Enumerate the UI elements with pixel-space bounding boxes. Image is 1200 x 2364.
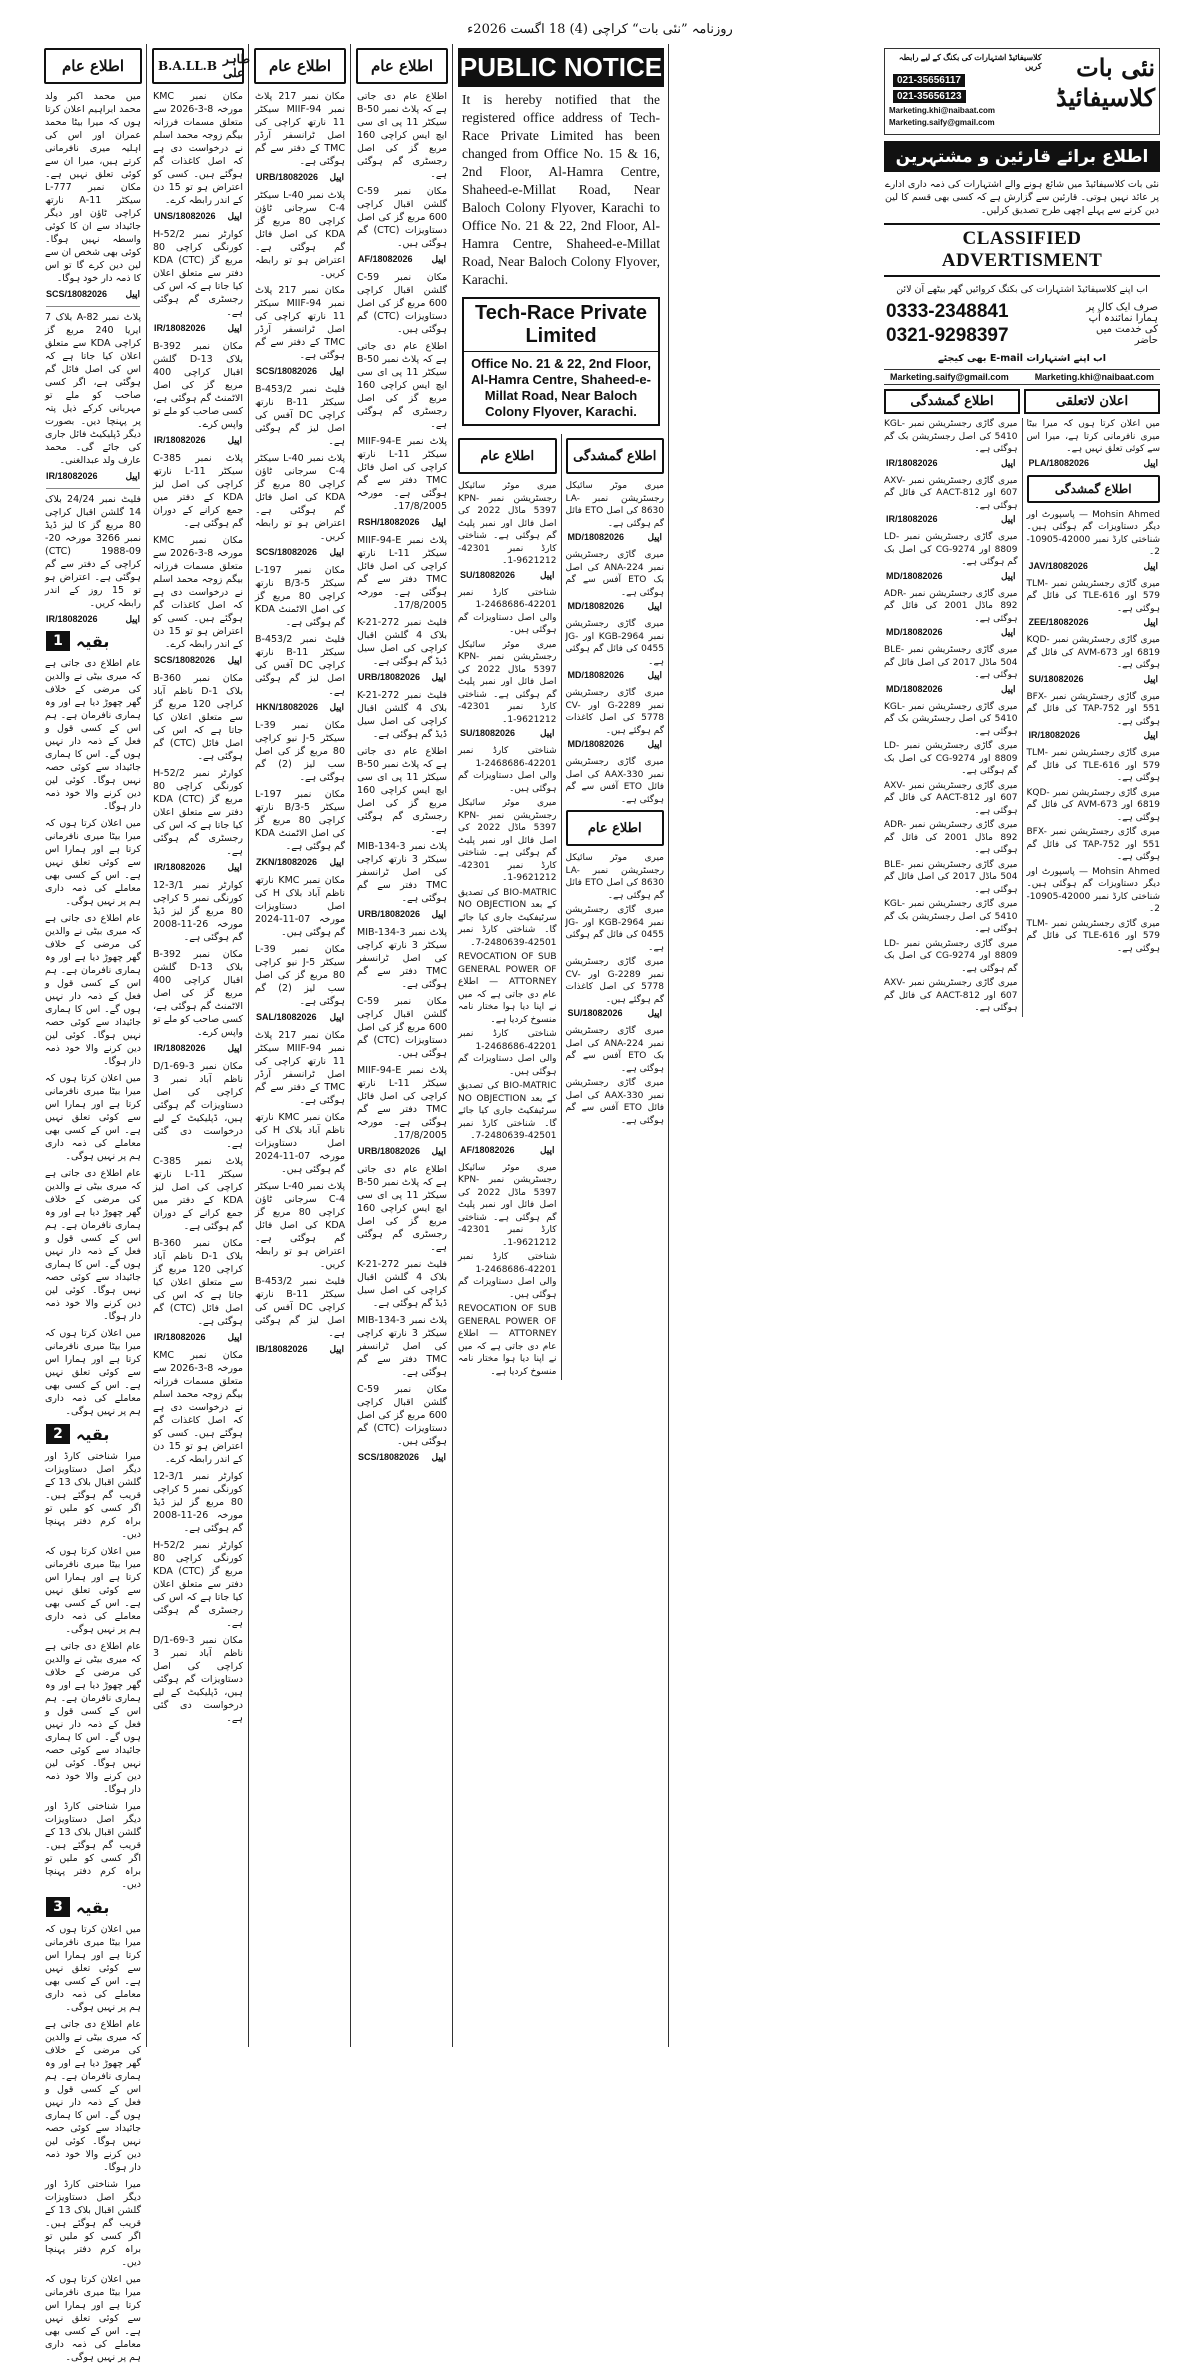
notice-text: پلاٹ نمبر MIB-134-3 سیکٹر 3 نارتھ کراچی کی اصل ٹرانسفر TMC دفتر سے گم ہوگئی ہے۔ مکان نمبر C-59 گلشن اقبال کراچی 600 مربع گز کی اصل دستاویزات (CTC) گم ہوگئی ہیں۔ پلاٹ نمبر MIIF-94-E سیکٹر 11-L نارتھ کراچی کی اصل فائل TMC دفتر سے گم ہوگئی ہے۔ مورخہ 17/8/2005۔ xyxy=(357,927,448,1141)
column-1 xyxy=(40,44,147,2363)
column-2 xyxy=(148,44,249,2047)
notice-text: میں اعلان کرتا ہوں کہ میرا بیٹا میری نافرمانی کرتا ہے اور ہمارا اس سے کوئی تعلق نہیں ہے۔ اس کے کسی بھی معاملے کی ذمہ داری ہم پر نہیں ہوگی۔ عام اطلاع دی جاتی ہے کہ میری بیٹی نے والدین کی مرضی کے خلاف گھر چھوڑ دیا ہے اور وہ ہماری نافرمان ہے۔ ہم اس کے کسی قول و فعل کے ذمہ دار نہیں ہوں گے۔ اس کا ہماری جائیداد سے کوئی حصہ نہیں ہوگا۔ کوئی لین دین کرنے والا خود ذمہ دار ہوگا۔ میرا شناختی کارڈ اور دیگر اصل دستاویزات گلشن اقبال بلاک 13 کے قریب گم ہوگئے ہیں۔ اگر کسی کو ملیں تو براہ کرم دفتر پہنچا دیں۔ میں اعلان کرتا ہوں کہ میرا بیٹا میری نافرمانی کرتا ہے اور ہمارا اس سے کوئی تعلق نہیں ہے۔ اس کے کسی بھی معاملے کی ذمہ داری ہم پر نہیں ہوگی۔ xyxy=(45,1924,142,2363)
notice-ref: SCS/18082026 اپیل xyxy=(256,547,344,557)
notice-text: میری گاڑی رجسٹریشن نمبر AXV-607 اور AACT-812 کی فائل گم ہوگئی ہے۔ xyxy=(884,475,1018,511)
notice-text: میری گاڑی رجسٹریشن نمبر KGL-5410 کی اصل رجسٹریشن بک گم ہوگئی ہے۔ xyxy=(884,419,1018,454)
section-heading: اطلاع گمشدگی xyxy=(1027,475,1161,503)
notice-text: میری گاڑی رجسٹریشن نمبر BLE-504 ماڈل 2017 کی اصل فائل گم ہوگئی ہے۔ xyxy=(884,859,1018,895)
company-box xyxy=(462,297,660,426)
notice-ref: RSH/18082026 اپیل xyxy=(358,517,446,527)
notice-text: مکان نمبر L-39 سیکٹر 5-J نیو کراچی 80 مربع گز کی اصل سب لیز (2) گم ہوگئی ہے۔ مکان نمبر L-197 سیکٹر 5-B/3 نارتھ کراچی 80 مربع گز کی اصل الاٹمنٹ KDA گم ہوگئی ہے۔ xyxy=(255,720,346,852)
email-row xyxy=(884,369,1160,385)
notice-text: REVOCATION OF SUB GENERAL POWER OF ATTORNEY — اطلاع عام دی جاتی ہے کہ میں نے اپنا دیا ہوا مختار نامہ منسوخ کردیا ہے۔ xyxy=(458,952,557,1025)
notice-text: میری گاڑی رجسٹریشن نمبر LD-8809 اور CG-9274 کی اصل بک گم ہوگئی ہے۔ xyxy=(884,938,1018,974)
notice-text: میں محمد اکبر ولد محمد ابراہیم اعلان کرتا ہوں کہ میرا بیٹا محمد عمران اور اس کی اہلیہ میری نافرمانی کرتے ہیں، میرا ان سے کوئی تعلق نہیں ہے۔ مکان نمبر L-777 سیکٹر 11-A نارتھ کراچی ٹاؤن اور دیگر جائیداد سے ان کا کوئی واسطہ نہیں ہوگا۔ کوئی بھی شخص ان سے لین دین کرے گا تو اس کا ذمہ دار خود ہوگا۔ xyxy=(45,91,141,284)
notice-text: پلاٹ نمبر MIIF-94-E سیکٹر 11-L نارتھ کراچی کی اصل فائل TMC دفتر سے گم ہوگئی ہے۔ مورخہ 17/8/2005۔ فلیٹ نمبر 272-K-21 بلاک 4 گلشن اقبال کراچی کی اصل سیل ڈیڈ گم ہوگئی ہے۔ xyxy=(357,535,448,667)
section-heading: اطلاع عام xyxy=(458,438,557,474)
notice-text: عام اطلاع دی جاتی ہے کہ میری بیٹی نے والدین کی مرضی کے خلاف گھر چھوڑ دیا ہے اور وہ ہماری نافرمان ہے۔ ہم اس کے کسی قول و فعل کے ذمہ دار نہیں ہوں گے۔ اس کا ہماری جائیداد سے کوئی حصہ نہیں ہوگا۔ کوئی لین دین کرنے والا خود ذمہ دار ہوگا۔ میں اعلان کرتا ہوں کہ میرا بیٹا میری نافرمانی کرتا ہے اور ہمارا اس سے کوئی تعلق نہیں ہے۔ اس کے کسی بھی معاملے کی ذمہ داری ہم پر نہیں ہوگی۔ عام اطلاع دی جاتی ہے کہ میری بیٹی نے والدین کی مرضی کے خلاف گھر چھوڑ دیا ہے اور وہ ہماری نافرمان ہے۔ ہم اس کے کسی قول و فعل کے ذمہ دار نہیں ہوں گے۔ اس کا ہماری جائیداد سے کوئی حصہ نہیں ہوگا۔ کوئی لین دین کرنے والا خود ذمہ دار ہوگا۔ میں اعلان کرتا ہوں کہ میرا بیٹا میری نافرمانی کرتا ہے اور ہمارا اس سے کوئی تعلق نہیں ہے۔ اس کے کسی بھی معاملے کی ذمہ داری ہم پر نہیں ہوگی۔ عام اطلاع دی جاتی ہے کہ میری بیٹی نے والدین کی مرضی کے خلاف گھر چھوڑ دیا ہے اور وہ ہماری نافرمان ہے۔ ہم اس کے کسی قول و فعل کے ذمہ دار نہیں ہوں گے۔ اس کا ہماری جائیداد سے کوئی حصہ نہیں ہوگا۔ کوئی لین دین کرنے والا خود ذمہ دار ہوگا۔ میں اعلان کرتا ہوں کہ میرا بیٹا میری نافرمانی کرتا ہے اور ہمارا اس سے کوئی تعلق نہیں ہے۔ اس کے کسی بھی معاملے کی ذمہ داری ہم پر نہیں ہوگی۔ xyxy=(45,658,141,1417)
notice-ref: PLA/18082026 اپیل xyxy=(1028,457,1158,468)
notice-ref: IR/18082026 اپیل xyxy=(154,323,242,333)
notice-ref: IR/18082026 اپیل xyxy=(46,614,140,624)
contact-label: صرف ایک کال پر ہمارا نمائندہ آپ کی خدمت میں حاضر xyxy=(1086,302,1158,346)
notice-text: مکان نمبر KMC مورخہ 8-3-2026 سے متعلق مسمات فرزانہ بیگم زوجہ محمد اسلم نے درخواست دی ہے کہ اصل کاغذات گم ہوگئے ہیں۔ کسی کو اعتراض ہو تو 15 دن کے اندر رابطہ کرے۔ کوارٹر نمبر 3/1-12 کورنگی نمبر 5 کراچی 80 مربع گز لیز ڈیڈ مورخہ 26-11-2008 گم ہوگئی ہے۔ کوارٹر نمبر H-52/2 کورنگی کراچی 80 مربع گز KDA (CTC) دفتر سے متعلق اعلان کیا جاتا ہے کہ اس کی رجسٹری گم ہوگئی ہے۔ مکان نمبر 3-D/1-69 ناظم آباد نمبر 3 کراچی کی اصل دستاویزات گم ہوگئی ہیں، ڈپلیکیٹ کے لیے درخواست دی گئی ہے۔ xyxy=(153,1350,243,1724)
notice-text: میری گاڑی رجسٹریشن نمبر KQD-6819 اور AVM-673 کی فائل گم ہوگئی ہے۔ xyxy=(1026,635,1160,670)
notice-text: میری گاڑی رجسٹریشن نمبر AAX-330 کی اصل فائل ETO آفس سے گم ہوگئی ہے۔ xyxy=(565,1078,664,1126)
notice-text: مکان نمبر 217 پلاٹ نمبر MIIF-94 سیکٹر 11 نارتھ کراچی کی اصل ٹرانسفر آرڈر TMC کے دفتر سے گم ہوگئی ہے۔ xyxy=(255,91,345,167)
column-7 xyxy=(880,418,1023,1017)
notice-ref: SCS/18082026 اپیل xyxy=(358,1452,446,1462)
notice-ref: MD/18082026 اپیل xyxy=(886,627,1016,637)
continued-box-3: 3 بقیہ xyxy=(46,1897,140,1917)
notice-text: فلیٹ نمبر 24/24 بلاک 14 گلشن اقبال کراچی 80 مربع گز کا لیز ڈیڈ نمبر 3266 مورخہ 20-09-1988 (CTC) کراچی کے دفتر سے گم ہوگئی ہے۔ اعتراض ہو تو 15 روز کے اندر رابطہ کریں۔ xyxy=(45,494,142,609)
booking-phones: کلاسیفائیڈ اشتہارات کی بکنگ کے لیے رابطہ کریں 021-35656117 021-35656123 Marketing.khi@naibaat.com Marketing.saify@gmail.com xyxy=(889,53,1042,127)
notice-ref: AF/18082026 اپیل xyxy=(460,1144,555,1155)
notice-text: میری گاڑی رجسٹریشن نمبر ADR-892 ماڈل 2001 کی فائل گم ہوگئی ہے۔ xyxy=(884,588,1018,624)
notice-text: اطلاع عام دی جاتی ہے کہ پلاٹ نمبر 50-B سیکٹر 11 پی ای سی ایچ ایس کراچی 160 مربع گز کی اصل رجسٹری گم ہوگئی ہے۔ فلیٹ نمبر 272-K-21 بلاک 4 گلشن اقبال کراچی کی اصل سیل ڈیڈ گم ہوگئی ہے۔ پلاٹ نمبر MIB-134-3 سیکٹر 3 نارتھ کراچی کی اصل ٹرانسفر TMC دفتر سے گم ہوگئی ہے۔ مکان نمبر C-59 گلشن اقبال کراچی 600 مربع گز کی اصل دستاویزات (CTC) گم ہوگئی ہیں۔ xyxy=(357,1164,448,1447)
classified-heading: CLASSIFIED ADVERTISMENT xyxy=(884,223,1160,277)
notice-ref: SU/18082026 اپیل xyxy=(1028,673,1158,684)
notice-text: REVOCATION OF SUB GENERAL POWER OF ATTORNEY — اطلاع عام دی جاتی ہے کہ میں نے اپنا دیا ہوا مختار نامہ منسوخ کردیا ہے۔ xyxy=(458,1304,557,1377)
column-8 xyxy=(1023,418,1165,1017)
notice-ref: MD/18082026 اپیل xyxy=(567,532,662,542)
column-3 xyxy=(250,44,351,2047)
notice-banner: اطلاع برائے قارئین و مشتہرین xyxy=(884,141,1160,172)
classified-logo: نئی بات کلاسیفائیڈ xyxy=(1055,53,1155,112)
notice-text: میری گاڑی رجسٹریشن نمبر KGL-5410 کی اصل رجسٹریشن بک گم ہوگئی ہے۔ xyxy=(884,899,1018,934)
public-notice-title: PUBLIC NOTICE xyxy=(458,48,664,87)
notice-ref: IR/18082026 اپیل xyxy=(154,862,242,872)
notice-text: پلاٹ نمبر C-385 سیکٹر 11-L نارتھ کراچی کی اصل لیز KDA کے دفتر میں جمع کرانے کے دوران گم ہوگئی ہے۔ مکان نمبر KMC مورخہ 8-3-2026 سے متعلق مسمات فرزانہ بیگم زوجہ محمد اسلم نے درخواست دی ہے کہ اصل کاغذات گم ہوگئے ہیں۔ کسی کو اعتراض ہو تو 15 دن کے اندر رابطہ کرے۔ xyxy=(153,453,244,650)
company-address: Office No. 21 & 22, 2nd Floor, Al-Hamra Centre, Shaheed-e-Millat Road, Near Baloch Colony Flyover, Karachi. xyxy=(471,356,651,419)
contact-phone-1[interactable]: 0333-2348841 xyxy=(886,301,1009,322)
notice-text: میری گاڑی رجسٹریشن نمبر BFX-551 اور TAP-752 کی فائل گم ہوگئی ہے۔ xyxy=(1026,691,1160,727)
notice-ref: IB/18082026 اپیل xyxy=(256,1344,344,1354)
classified-intro: نئی بات کلاسیفائیڈ میں شائع ہونے والے اشتہارات کی ذمہ داری ادارے پر عائد نہیں ہوتی۔ قارئین سے گزارش ہے کہ کسی بھی قسم کا لین دین کرنے سے پہلے اچھی طرح تصدیق کرلیں۔ xyxy=(885,179,1159,216)
notice-text: میری گاڑی رجسٹریشن نمبر AXV-607 اور AACT-812 کی فائل گم ہوگئی ہے۔ xyxy=(884,780,1018,816)
section-heading: اطلاع عام xyxy=(356,48,448,84)
phone-1[interactable]: 021-35656117 xyxy=(893,74,965,87)
notice-text: شناختی کارڈ نمبر 42201-2468686-1 والی اصل دستاویزات گم ہوگئی ہیں۔ xyxy=(458,746,557,794)
notice-ref: ZKN/18082026 اپیل xyxy=(256,857,344,867)
notice-text: مکان نمبر B-392 بلاک 13-D گلشن اقبال کراچی 400 مربع گز کی اصل الاٹمنٹ گم ہوگئی ہے، کسی صاحب کو ملے تو واپس کرے۔ xyxy=(153,341,243,430)
classified-section xyxy=(880,44,1164,2047)
notice-ref: SAL/18082026 اپیل xyxy=(256,1012,344,1022)
notice-text: میری گاڑی رجسٹریشن نمبر BFX-551 اور TAP-752 کی فائل گم ہوگئی ہے۔ xyxy=(1026,827,1160,862)
disown-heading: اعلان لاتعلقی xyxy=(1024,389,1160,414)
notice-ref: SCS/18082026 اپیل xyxy=(154,655,242,665)
classified-subintro: اب اپنے کلاسیفائیڈ اشتہارات کی بکنگ کروائیں گھر بیٹھے آن لائن xyxy=(896,284,1148,295)
notice-text: میری گاڑی رجسٹریشن نمبر TLM-579 اور TLE-616 کی فائل گم ہوگئی ہے۔ xyxy=(1026,748,1160,783)
notice-ref: JAV/18082026 اپیل xyxy=(1028,560,1158,571)
notice-text: میری گاڑی رجسٹریشن نمبر KGL-5410 کی اصل رجسٹریشن بک گم ہوگئی ہے۔ xyxy=(884,701,1018,737)
notice-ref: IR/18082026 اپیل xyxy=(1028,730,1158,740)
classified-header xyxy=(884,48,1160,135)
notice-text: میرا شناختی کارڈ اور دیگر اصل دستاویزات گلشن اقبال بلاک 13 کے قریب گم ہوگئے ہیں۔ اگر کسی کو ملیں تو براہ کرم دفتر پہنچا دیں۔ میں اعلان کرتا ہوں کہ میرا بیٹا میری نافرمانی کرتا ہے اور ہمارا اس سے کوئی تعلق نہیں ہے۔ اس کے کسی بھی معاملے کی ذمہ داری ہم پر نہیں ہوگی۔ عام اطلاع دی جاتی ہے کہ میری بیٹی نے والدین کی مرضی کے خلاف گھر چھوڑ دیا ہے اور وہ ہماری نافرمان ہے۔ ہم اس کے کسی قول و فعل کے ذمہ دار نہیں ہوں گے۔ اس کا ہماری جائیداد سے کوئی حصہ نہیں ہوگا۔ کوئی لین دین کرنے والا خود ذمہ دار ہوگا۔ میرا شناختی کارڈ اور دیگر اصل دستاویزات گلشن اقبال بلاک 13 کے قریب گم ہوگئے ہیں۔ اگر کسی کو ملیں تو براہ کرم دفتر پہنچا دیں۔ xyxy=(45,1451,142,1890)
lawyer-heading: B.A.LL.B طاہر علی xyxy=(152,48,244,84)
section-heading: اطلاع عام xyxy=(566,810,665,846)
notice-text: BIO-MATRIC کی تصدیق کے بعد NO OBJECTION سرٹیفکیٹ جاری کیا جائے گا۔ شناختی کارڈ نمبر 42501-2480639-7۔ xyxy=(458,887,557,948)
notice-ref: URB/18082026 اپیل xyxy=(358,909,446,919)
phone-2[interactable]: 021-35656123 xyxy=(893,90,966,103)
notice-ref: IR/18082026 اپیل xyxy=(154,1332,242,1342)
column-public-notice xyxy=(454,44,669,2047)
notice-text: مکان نمبر KMC مورخہ 8-3-2026 سے متعلق مسمات فرزانہ بیگم زوجہ محمد اسلم نے درخواست دی ہے کہ اصل کاغذات گم ہوگئے ہیں۔ کسی کو اعتراض ہو تو 15 دن کے اندر رابطہ کرے۔ xyxy=(153,91,243,206)
notice-ref: ZEE/18082026 اپیل xyxy=(1028,617,1158,627)
notice-text: میری گاڑی رجسٹریشن نمبر LD-8809 اور CG-9274 کی اصل بک گم ہوگئی ہے۔ xyxy=(884,532,1018,567)
notice-ref: IR/18082026 اپیل xyxy=(154,435,242,445)
notice-text: کوارٹر نمبر H-52/2 کورنگی کراچی 80 مربع گز KDA (CTC) دفتر سے متعلق اعلان کیا جاتا ہے کہ اس کی رجسٹری گم ہوگئی ہے۔ xyxy=(153,229,243,318)
section-heading: اطلاع گمشدگی xyxy=(566,438,665,474)
notice-text: میری موٹر سائیکل رجسٹریشن نمبر LA-8630 کی اصل ETO فائل گم ہوگئی ہے۔ xyxy=(565,853,664,901)
notice-text: میری گاڑی رجسٹریشن نمبر TLM-579 اور TLE-616 کی فائل گم ہوگئی ہے۔ xyxy=(1026,578,1160,614)
notice-ref: SU/18082026 اپیل xyxy=(567,1008,662,1018)
contact-phone-2[interactable]: 0321-9298397 xyxy=(886,325,1009,346)
notice-ref: URB/18082026 اپیل xyxy=(358,1146,446,1156)
notice-text: مکان نمبر 3-D/1-69 ناظم آباد نمبر 3 کراچی کی اصل دستاویزات گم ہوگئی ہیں، ڈپلیکیٹ کے لیے درخواست دی گئی ہے۔ پلاٹ نمبر C-385 سیکٹر 11-L نارتھ کراچی کی اصل لیز KDA کے دفتر میں جمع کرانے کے دوران گم ہوگئی ہے۔ مکان نمبر B-360 بلاک 1-D ناظم آباد کراچی 120 مربع گز سے متعلق اعلان کیا جاتا ہے کہ اس کی اصل فائل (CTC) گم ہوگئی ہے۔ xyxy=(153,1061,244,1327)
continued-box-2: 2 بقیہ xyxy=(46,1424,140,1444)
notice-text: Mohsin Ahmed — پاسپورٹ اور دیگر دستاویزات گم ہوگئی ہیں۔ شناختی کارڈ نمبر 42000-10905-2۔ xyxy=(1026,509,1161,557)
notice-text: Mohsin Ahmed — پاسپورٹ اور دیگر دستاویزات گم ہوگئی ہیں۔ شناختی کارڈ نمبر 42000-10905-2۔ xyxy=(1026,866,1161,914)
notice-text: مکان نمبر 217 پلاٹ نمبر MIIF-94 سیکٹر 11 نارتھ کراچی کی اصل ٹرانسفر آرڈر TMC کے دفتر سے گم ہوگئی ہے۔ مکان نمبر KMC نارتھ ناظم آباد بلاک H کی اصل دستاویزات مورخہ 07-11-2024 گم ہوگئی ہیں۔ پلاٹ نمبر L-40 سیکٹر C-4 سرجانی ٹاؤن کراچی 80 مربع گز KDA کی اصل فائل گم ہوگئی ہے۔ اعتراض ہو تو رابطہ کریں۔ فلیٹ نمبر B-453/2 سیکٹر 11-B نارتھ کراچی DC آفس کی اصل لیز گم ہوگئی ہے۔ xyxy=(255,1030,346,1339)
notice-ref: SU/18082026 اپیل xyxy=(460,728,555,738)
notice-text: میری گاڑی رجسٹریشن نمبر G-2289 اور CV-5778 کی اصل کاغذات گم ہوگئے ہیں۔ xyxy=(565,957,664,1005)
notice-text: میری گاڑی رجسٹریشن نمبر BLE-504 ماڈل 2017 کی اصل فائل گم ہوگئی ہے۔ xyxy=(884,645,1018,680)
notice-text: پلاٹ نمبر L-40 سیکٹر C-4 سرجانی ٹاؤن کراچی 80 مربع گز KDA کی اصل فائل گم ہوگئی ہے۔ اعتراض ہو تو رابطہ کریں۔ مکان نمبر 217 پلاٹ نمبر MIIF-94 سیکٹر 11 نارتھ کراچی کی اصل ٹرانسفر آرڈر TMC کے دفتر سے گم ہوگئی ہے۔ xyxy=(255,190,346,361)
notice-text: مکان نمبر C-59 گلشن اقبال کراچی 600 مربع گز کی اصل دستاویزات (CTC) گم ہوگئی ہیں۔ اطلاع عام دی جاتی ہے کہ پلاٹ نمبر 50-B سیکٹر 11 پی ای سی ایچ ایس کراچی 160 مربع گز کی اصل رجسٹری گم ہوگئی ہے۔ پلاٹ نمبر MIIF-94-E سیکٹر 11-L نارتھ کراچی کی اصل فائل TMC دفتر سے گم ہوگئی ہے۔ مورخہ 17/8/2005۔ xyxy=(357,272,448,512)
company-name: Tech-Race Private Limited xyxy=(464,299,658,352)
notice-text: فلیٹ نمبر B-453/2 سیکٹر 11-B نارتھ کراچی DC آفس کی اصل لیز گم ہوگئی ہے۔ پلاٹ نمبر L-40 سیکٹر C-4 سرجانی ٹاؤن کراچی 80 مربع گز KDA کی اصل فائل گم ہوگئی ہے۔ اعتراض ہو تو رابطہ کریں۔ xyxy=(255,384,346,542)
column-5 xyxy=(454,434,562,1380)
notice-text: شناختی کارڈ نمبر 42201-2468686-1 والی اصل دستاویزات گم ہوگئی ہیں۔ xyxy=(458,1029,557,1077)
email-2[interactable]: Marketing.khi@naibaat.com xyxy=(1034,372,1154,382)
section-heading: اطلاع عام xyxy=(44,48,142,84)
notice-text: میری موٹر سائیکل رجسٹریشن نمبر KPN-5397 ماڈل 2022 کی اصل فائل اور نمبر پلیٹ گم ہوگئی ہے۔ شناختی کارڈ نمبر 42301-9621212-1۔ xyxy=(458,639,557,725)
public-notice-body: It is hereby notified that the registered office address of Tech-Race Private Limited has been changed from Office No. 15 & 16, 2nd Floor, Al-Hamra Centre, Shaheed-e-Millat Road, Near Baloch Colony Flyover, Karachi to Office No. 21 & 22, 2nd Floor, Al-Hamra Centre, Shaheed-e-Millat Road, Near Baloch Colony Flyover, Karachi. xyxy=(462,92,660,287)
lost-heading: اطلاع گمشدگی xyxy=(884,389,1020,414)
notice-text: میری موٹر سائیکل رجسٹریشن نمبر KPN-5397 ماڈل 2022 کی اصل فائل اور نمبر پلیٹ گم ہوگئی ہے۔ شناختی کارڈ نمبر 42301-9621212-1۔ xyxy=(458,1162,557,1248)
contact-block xyxy=(886,300,1158,348)
notice-text: میری گاڑی رجسٹریشن نمبر AXV-607 اور AACT-812 کی فائل گم ہوگئی ہے۔ xyxy=(884,978,1018,1013)
notice-ref: URB/18082026 اپیل xyxy=(358,672,446,682)
notice-text: میری گاڑی رجسٹریشن نمبر KGB-2964 اور JG-0455 کی فائل گم ہوگئی ہے۔ xyxy=(565,905,664,953)
notice-text: میری گاڑی رجسٹریشن نمبر TLM-579 اور TLE-616 کی فائل گم ہوگئی ہے۔ xyxy=(1026,918,1160,954)
notice-text: شناختی کارڈ نمبر 42201-2468686-1 والی اصل دستاویزات گم ہوگئی ہیں۔ xyxy=(458,587,557,635)
notice-text: میری موٹر سائیکل رجسٹریشن نمبر KPN-5397 ماڈل 2022 کی اصل فائل اور نمبر پلیٹ گم ہوگئی ہے۔ شناختی کارڈ نمبر 42301-9621212-1۔ xyxy=(458,481,557,566)
notice-text: اطلاع عام دی جاتی ہے کہ پلاٹ نمبر 50-B سیکٹر 11 پی ای سی ایچ ایس کراچی 160 مربع گز کی اصل رجسٹری گم ہوگئی ہے۔ مکان نمبر C-59 گلشن اقبال کراچی 600 مربع گز کی اصل دستاویزات (CTC) گم ہوگئی ہیں۔ xyxy=(357,91,448,249)
notice-ref: MD/18082026 اپیل xyxy=(567,739,662,749)
notice-ref: MD/18082026 اپیل xyxy=(567,670,662,680)
notice-text: میری موٹر سائیکل رجسٹریشن نمبر KPN-5397 ماڈل 2022 کی اصل فائل اور نمبر پلیٹ گم ہوگئی ہے۔ شناختی کارڈ نمبر 42301-9621212-1۔ xyxy=(458,798,557,883)
notice-text: BIO-MATRIC کی تصدیق کے بعد NO OBJECTION سرٹیفکیٹ جاری کیا جائے گا۔ شناختی کارڈ نمبر 42501-2480639-7۔ xyxy=(458,1081,557,1141)
notice-text: میری گاڑی رجسٹریشن نمبر LD-8809 اور CG-9274 کی اصل بک گم ہوگئی ہے۔ xyxy=(884,741,1018,776)
column-4 xyxy=(352,44,453,2047)
notice-text: میری گاڑی رجسٹریشن نمبر G-2289 اور CV-5778 کی اصل کاغذات گم ہوگئے ہیں۔ xyxy=(565,688,664,736)
notice-ref: MD/18082026 اپیل xyxy=(567,601,662,611)
notice-ref: HKN/18082026 اپیل xyxy=(256,702,344,712)
notice-text: فلیٹ نمبر 272-K-21 بلاک 4 گلشن اقبال کراچی کی اصل سیل ڈیڈ گم ہوگئی ہے۔ اطلاع عام دی جاتی ہے کہ پلاٹ نمبر 50-B سیکٹر 11 پی ای سی ایچ ایس کراچی 160 مربع گز کی اصل رجسٹری گم ہوگئی ہے۔ پلاٹ نمبر MIB-134-3 سیکٹر 3 نارتھ کراچی کی اصل ٹرانسفر TMC دفتر سے گم ہوگئی ہے۔ xyxy=(357,690,448,904)
notice-text: میری گاڑی رجسٹریشن نمبر ANA-224 کی اصل بک ETO آفس سے گم ہوگئی ہے۔ xyxy=(565,550,665,598)
column-6 xyxy=(562,434,669,1380)
notice-ref: UNS/18082026 اپیل xyxy=(154,211,242,221)
classified-subheadings xyxy=(884,389,1160,414)
notice-text: مکان نمبر KMC نارتھ ناظم آباد بلاک H کی اصل دستاویزات مورخہ 07-11-2024 گم ہوگئی ہیں۔ مکان نمبر L-39 سیکٹر 5-J نیو کراچی 80 مربع گز کی اصل سب لیز (2) گم ہوگئی ہے۔ xyxy=(255,875,346,1007)
notice-text: میری موٹر سائیکل رجسٹریشن نمبر LA-8630 کی اصل ETO فائل گم ہوگئی ہے۔ xyxy=(565,481,664,529)
notice-ref: MD/18082026 اپیل xyxy=(886,570,1016,581)
notice-text: میری گاڑی رجسٹریشن نمبر KQD-6819 اور AVM-673 کی فائل گم ہوگئی ہے۔ xyxy=(1026,787,1160,823)
notice-text: میری گاڑی رجسٹریشن نمبر KGB-2964 اور JG-0455 کی فائل گم ہوگئی ہے۔ xyxy=(565,619,664,667)
notice-ref: URB/18082026 اپیل xyxy=(256,172,344,182)
email-label: اب اپنے اشتہارات E-mail بھی کیجئے xyxy=(938,353,1106,364)
notice-text: میری گاڑی رجسٹریشن نمبر ADR-892 ماڈل 2001 کی فائل گم ہوگئی ہے۔ xyxy=(884,820,1018,855)
notice-text: میری گاڑی رجسٹریشن نمبر AAX-330 کی اصل فائل ETO آفس سے گم ہوگئی ہے۔ xyxy=(565,757,664,805)
notice-ref: IR/18082026 اپیل xyxy=(154,1043,242,1053)
notice-text: پلاٹ نمبر A-82 بلاک 7 ایریا 240 مربع گز کراچی KDA سے متعلق اعلان کیا جاتا ہے کہ اس کی اصل فائل گم ہوگئی ہے، اگر کسی صاحب کو ملے تو مہربانی کرکے ذیل پتہ پر پہنچا دیں۔ بصورت دیگر ڈپلیکیٹ فائل جاری کی جائے گی۔ محمد عارف ولد عبدالغنی۔ xyxy=(45,312,142,466)
notice-text: مکان نمبر B-360 بلاک 1-D ناظم آباد کراچی 120 مربع گز سے متعلق اعلان کیا جاتا ہے کہ اس کی اصل فائل (CTC) گم ہوگئی ہے۔ کوارٹر نمبر H-52/2 کورنگی کراچی 80 مربع گز KDA (CTC) دفتر سے متعلق اعلان کیا جاتا ہے کہ اس کی رجسٹری گم ہوگئی ہے۔ xyxy=(153,673,244,857)
notice-ref: IR/18082026 اپیل xyxy=(886,457,1016,468)
notice-text: مکان نمبر L-197 سیکٹر 5-B/3 نارتھ کراچی 80 مربع گز کی اصل الاٹمنٹ KDA گم ہوگئی ہے۔ فلیٹ نمبر B-453/2 سیکٹر 11-B نارتھ کراچی DC آفس کی اصل لیز گم ہوگئی ہے۔ xyxy=(255,565,345,697)
page-header: روزنامہ ”نئی بات“ کراچی (4) 18 اگست 2026ء xyxy=(467,22,733,37)
notice-ref: SCS/18082026 اپیل xyxy=(256,366,344,376)
continued-box-1: 1 بقیہ xyxy=(46,631,140,651)
notice-text: کوارٹر نمبر 3/1-12 کورنگی نمبر 5 کراچی 80 مربع گز لیز ڈیڈ مورخہ 26-11-2008 گم ہوگئی ہے۔ مکان نمبر B-392 بلاک 13-D گلشن اقبال کراچی 400 مربع گز کی اصل الاٹمنٹ گم ہوگئی ہے، کسی صاحب کو ملے تو واپس کرے۔ xyxy=(153,880,243,1038)
notice-text: شناختی کارڈ نمبر 42201-2468686-1 والی اصل دستاویزات گم ہوگئی ہیں۔ xyxy=(458,1252,557,1300)
notice-ref: MD/18082026 اپیل xyxy=(886,683,1016,694)
notice-ref: AF/18082026 اپیل xyxy=(358,254,446,264)
notice-ref: SCS/18082026 اپیل xyxy=(46,289,140,299)
notice-ref: IR/18082026 اپیل xyxy=(46,471,140,481)
notice-text: میری گاڑی رجسٹریشن نمبر ANA-224 کی اصل بک ETO آفس سے گم ہوگئی ہے۔ xyxy=(565,1026,665,1074)
notice-text: میں اعلان کرتا ہوں کہ میرا بیٹا میری نافرمانی کرتا ہے، میرا اس سے کوئی تعلق نہیں ہے۔ xyxy=(1026,419,1160,454)
notice-ref: SU/18082026 اپیل xyxy=(460,569,555,580)
notice-ref: IR/18082026 اپیل xyxy=(886,514,1016,524)
section-heading: اطلاع عام xyxy=(254,48,346,84)
email-1[interactable]: Marketing.saify@gmail.com xyxy=(890,372,1009,382)
